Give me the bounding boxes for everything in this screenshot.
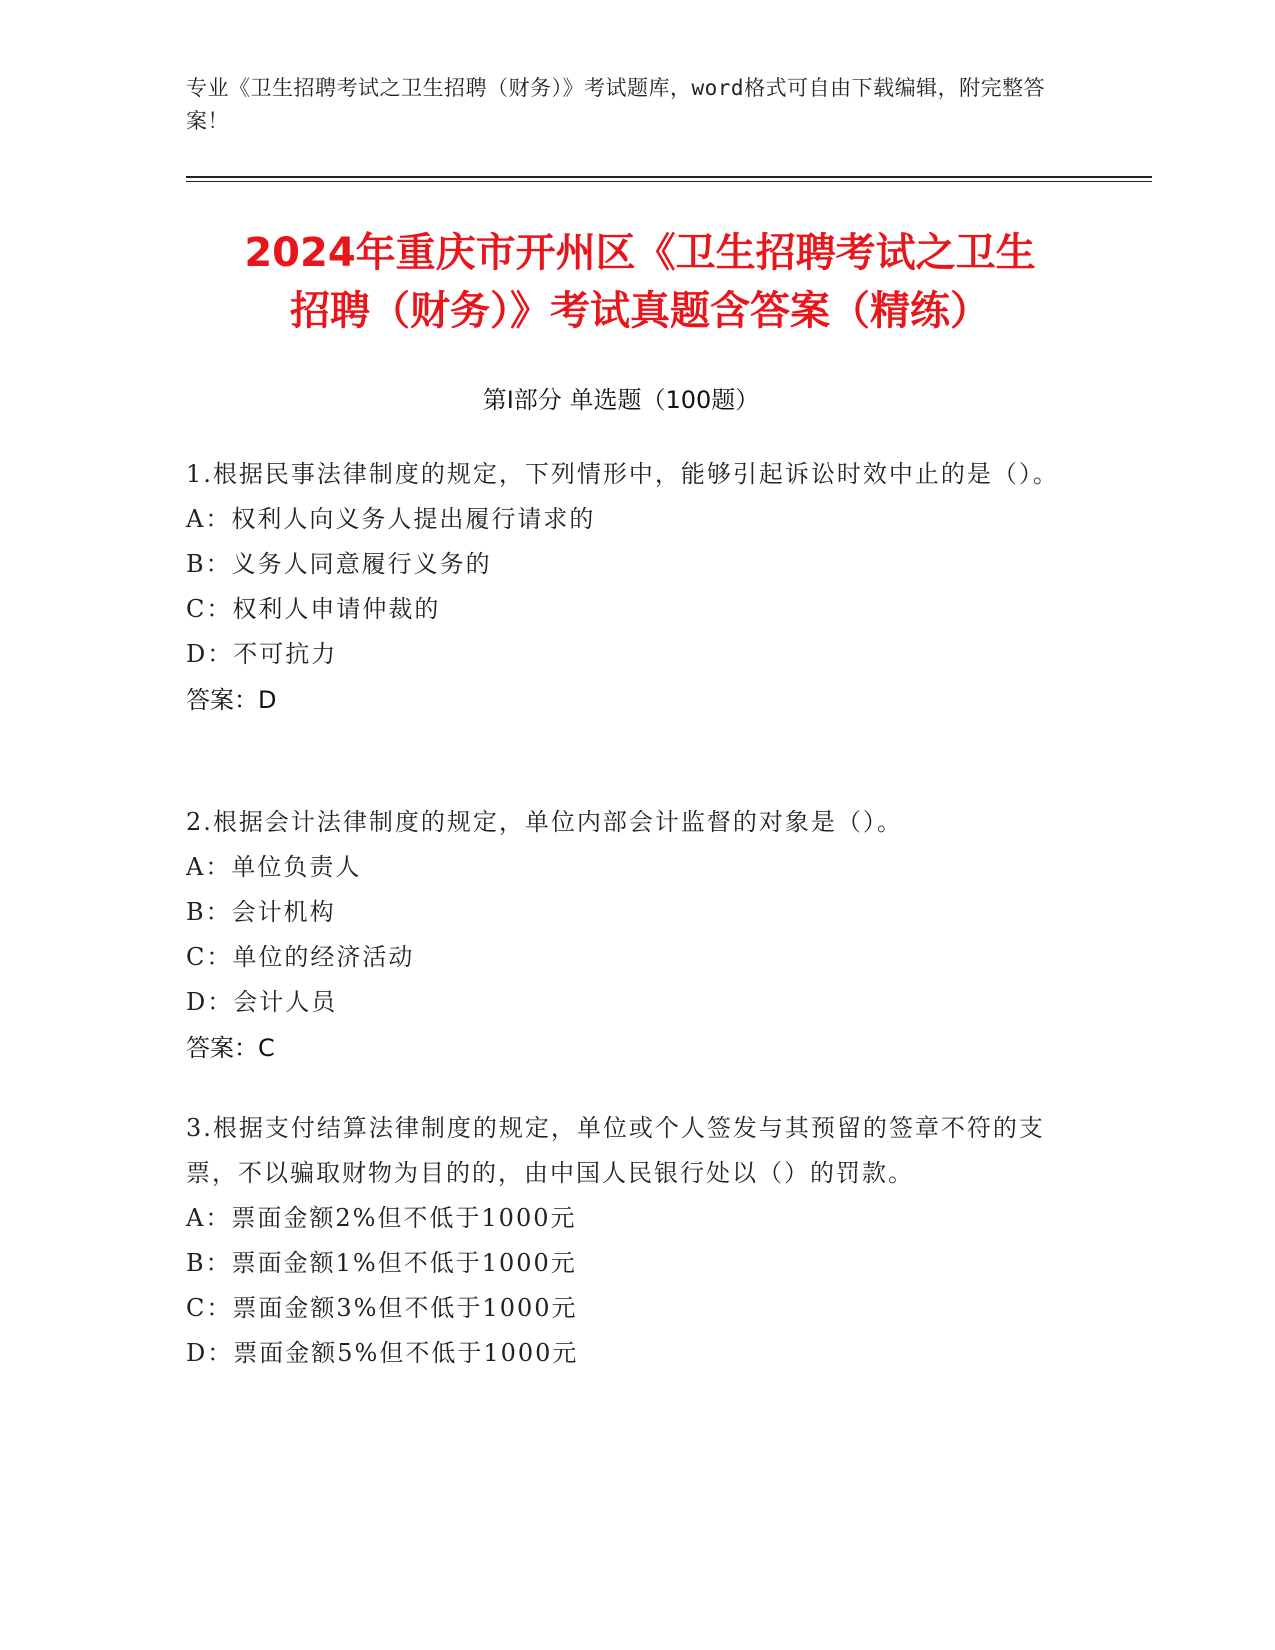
option-c: C：权利人申请仲裁的 [186, 595, 441, 623]
option-c: C：单位的经济活动 [186, 943, 415, 971]
document-title-line-1: 2024年重庆市开州区《卫生招聘考试之卫生 [244, 230, 1036, 276]
option-d: D：会计人员 [186, 988, 338, 1016]
header-rule-thin [186, 181, 1152, 182]
question-2 [186, 800, 1066, 1071]
option-d: D：票面金额5%但不低于1000元 [186, 1339, 579, 1367]
header-note: 专业《卫生招聘考试之卫生招聘（财务）》考试题库，word格式可自由下载编辑，附完整答案！ [186, 76, 1046, 133]
answer: 答案：C [186, 1034, 275, 1062]
question-3 [186, 1106, 1066, 1376]
document-title [180, 224, 1100, 340]
option-a: A：权利人向义务人提出履行请求的 [186, 505, 596, 533]
question-stem: 3.根据支付结算法律制度的规定，单位或个人签发与其预留的签章不符的支票，不以骗取财物为目的的，由中国人民银行处以（）的罚款。 [186, 1114, 1045, 1187]
option-a: A：单位负责人 [186, 853, 362, 881]
option-a: A：票面金额2%但不低于1000元 [186, 1204, 577, 1232]
question-stem: 2.根据会计法律制度的规定，单位内部会计监督的对象是（）。 [186, 808, 903, 836]
document-title-line-2: 招聘（财务）》考试真题含答案（精练） [290, 288, 990, 334]
question-stem: 1.根据民事法律制度的规定，下列情形中，能够引起诉讼时效中止的是（）。 [186, 460, 1059, 488]
option-b: B：票面金额1%但不低于1000元 [186, 1249, 577, 1277]
option-b: B：义务人同意履行义务的 [186, 550, 492, 578]
option-b: B：会计机构 [186, 898, 336, 926]
section-title: 第Ⅰ部分 单选题（100题） [482, 386, 760, 414]
header-rule-thick [186, 176, 1152, 178]
option-d: D：不可抗力 [186, 640, 338, 668]
option-c: C：票面金额3%但不低于1000元 [186, 1294, 578, 1322]
question-1 [186, 452, 1066, 723]
answer: 答案：D [186, 686, 277, 714]
